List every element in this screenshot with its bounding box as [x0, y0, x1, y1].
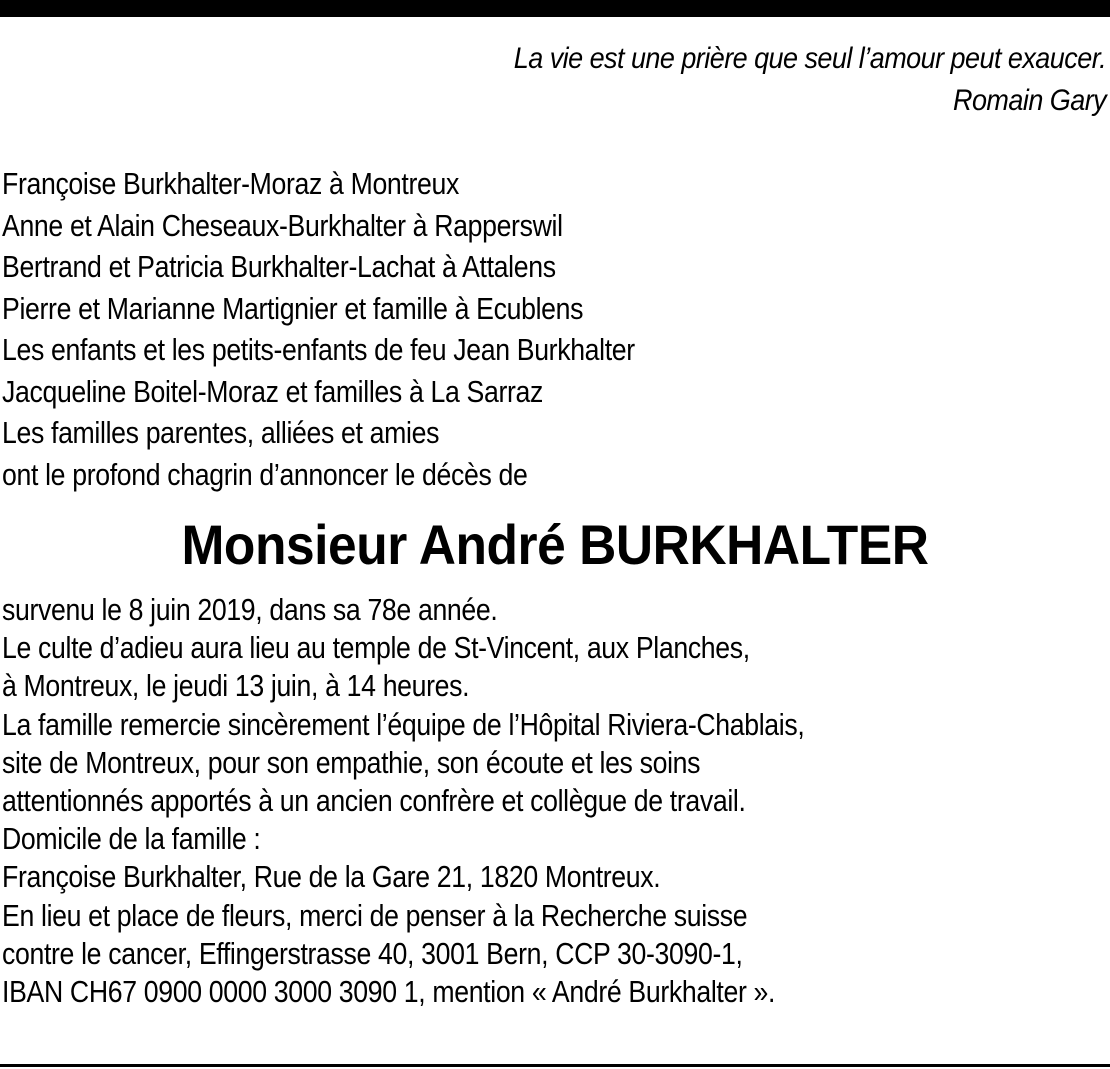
- detail-line: Domicile de la famille :: [2, 821, 261, 857]
- detail-line: Françoise Burkhalter, Rue de la Gare 21, 1820 Montreux.: [2, 859, 661, 895]
- family-line: Françoise Burkhalter-Moraz à Montreux: [2, 166, 459, 201]
- detail-line: contre le cancer, Effingerstrasse 40, 3001 Bern, CCP 30-3090-1,: [2, 935, 743, 971]
- detail-line: La famille remercie sincèrement l’équipe de l’Hôpital Riviera-Chablais,: [2, 706, 805, 742]
- announcement-line: ont le profond chagrin d’annoncer le décès de: [2, 456, 528, 492]
- top-rule: [0, 0, 1110, 17]
- bottom-rule: [0, 1064, 1110, 1067]
- details-block: [2, 591, 804, 1011]
- epigraph-quote: La vie est une prière que seul l’amour peut exaucer.: [513, 42, 1106, 75]
- deceased-name: Monsieur André BURKHALTER: [181, 513, 929, 576]
- deceased-name-block: [0, 512, 1110, 578]
- detail-line: En lieu et place de fleurs, merci de penser à la Recherche suisse: [2, 897, 748, 933]
- detail-line: à Montreux, le jeudi 13 juin, à 14 heures.: [2, 668, 470, 704]
- family-line: Les enfants et les petits-enfants de feu Jean Burkhalter: [2, 332, 635, 367]
- family-line: Anne et Alain Cheseaux-Burkhalter à Rapperswil: [2, 207, 563, 243]
- detail-line: survenu le 8 juin 2019, dans sa 78e année.: [2, 592, 498, 627]
- epigraph: [514, 38, 1106, 122]
- family-list: [2, 163, 635, 495]
- detail-line: IBAN CH67 0900 0000 3000 3090 1, mention « André Burkhalter ».: [2, 974, 776, 1010]
- detail-line: Le culte d’adieu aura lieu au temple de St-Vincent, aux Planches,: [2, 630, 750, 666]
- family-line: Pierre et Marianne Martignier et famille à Ecublens: [2, 290, 584, 326]
- family-line: Bertrand et Patricia Burkhalter-Lachat à Attalens: [2, 249, 556, 284]
- detail-line: attentionnés apportés à un ancien confrère et collègue de travail.: [2, 783, 746, 819]
- family-line: Jacqueline Boitel-Moraz et familles à La Sarraz: [2, 373, 543, 409]
- epigraph-author: Romain Gary: [952, 84, 1106, 117]
- family-line: Les familles parentes, alliées et amies: [2, 415, 440, 450]
- detail-line: site de Montreux, pour son empathie, son écoute et les soins: [2, 744, 701, 780]
